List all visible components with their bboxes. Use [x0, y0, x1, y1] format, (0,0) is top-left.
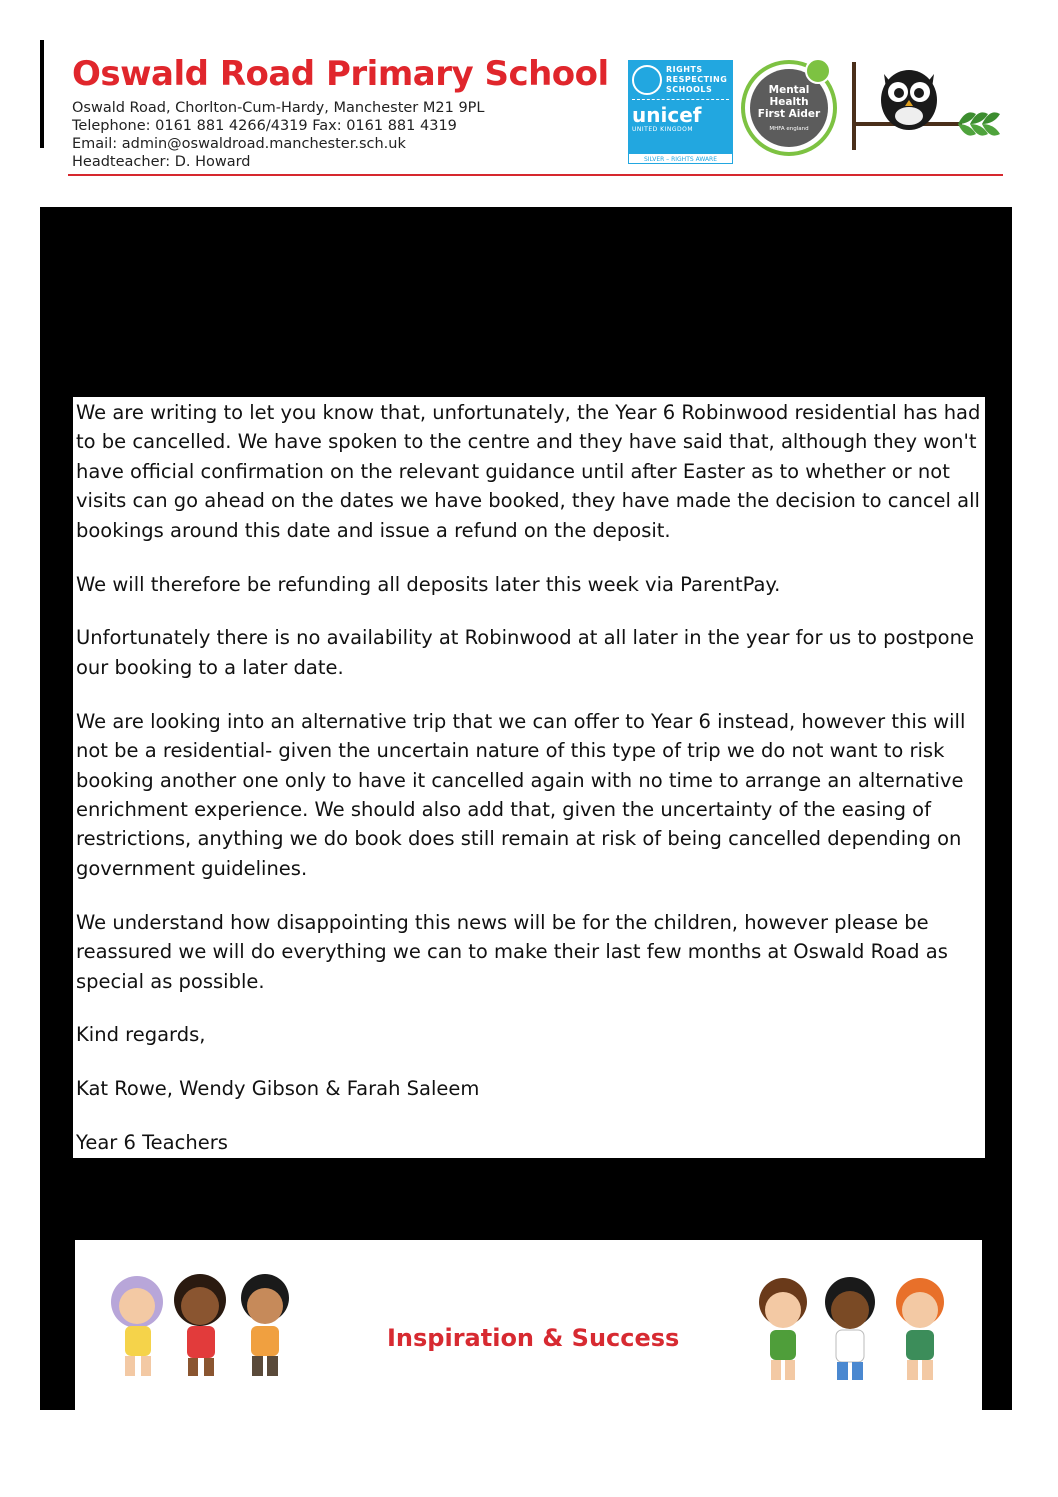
three-children-cartoon-icon — [95, 1264, 310, 1384]
headteacher: Headteacher: D. Howard — [72, 154, 251, 170]
redaction-side-left — [40, 397, 73, 1160]
mental-health-first-aider-logo — [741, 60, 837, 156]
school-name: Oswald Road Primary School — [72, 54, 609, 94]
header-left-rule — [40, 40, 44, 148]
rrs-line-3: SCHOOLS — [666, 85, 713, 94]
unicef-globe-icon — [632, 65, 662, 95]
letter-body — [76, 398, 984, 1182]
mhfa-sub: MHFA england — [769, 126, 809, 132]
letter-signatories: Kat Rowe, Wendy Gibson & Farah Saleem — [76, 1077, 480, 1101]
school-motto: Inspiration & Success — [387, 1324, 680, 1352]
school-address: Oswald Road, Chorlton-Cum-Hardy, Manchester M21 9PL — [72, 100, 485, 116]
letter-paragraph: We are writing to let you know that, unfortunately, the Year 6 Robinwood residential has had to be cancelled. We have spoken to the centre and they have said that, although they won't have official confirmation on the relevant guidance until after Easter as to whether or not visits can go ahead on the dates we have booked, they have made the decision to cancel all bookings around this date and issue a refund on the deposit. — [76, 401, 981, 542]
mhfa-badge-icon — [805, 58, 831, 84]
school-contact-block — [72, 99, 485, 171]
rrs-line-1: RIGHTS — [666, 65, 703, 74]
redaction-footer-right — [982, 1240, 1012, 1410]
redaction-side-right — [985, 397, 1012, 1160]
redaction-band-top — [40, 207, 1012, 397]
mhfa-line-1: Mental Health — [768, 84, 810, 108]
letter-paragraph: We are looking into an alternative trip that we can offer to Year 6 instead, however this will not be a residential- given the uncertain nature of this type of trip we do not want to risk booking another one only to have it cancelled again with no time to arrange an alternative enrichment experience. We should also add that, given the uncertainty of the easing of restrictions, anything we do book does still remain at risk of being cancelled depending on government guidelines. — [76, 709, 966, 880]
unicef-wordmark: unicef — [632, 103, 702, 127]
mhfa-line-2: First Aider — [757, 108, 821, 120]
unicef-country: UNITED KINGDOM — [632, 126, 693, 133]
letter-paragraph: We will therefore be refunding all deposits later this week via ParentPay. — [76, 572, 781, 596]
letter-role: Year 6 Teachers — [76, 1131, 228, 1155]
letter-paragraph: Unfortunately there is no availability at Robinwood at all later in the year for us to postpone our booking to a later date. — [76, 626, 974, 679]
unicef-award: SILVER – RIGHTS AWARE — [628, 153, 733, 164]
header-divider — [68, 174, 1003, 176]
rrs-line-2: RESPECTING — [666, 75, 728, 84]
letter-paragraph: We understand how disappointing this news will be for the children, however please be reassured we will do everything we can to make their last few months at Oswald Road as special as possible. — [76, 910, 948, 993]
unicef-rights-respecting-logo — [628, 60, 733, 164]
school-telephone: Telephone: 0161 881 4266/4319 Fax: 0161 881 4319 — [72, 118, 457, 134]
redaction-footer-left — [40, 1240, 75, 1410]
school-email: Email: admin@oswaldroad.manchester.sch.uk — [72, 136, 406, 152]
letter-signoff: Kind regards, — [76, 1023, 206, 1047]
owl-on-branch-icon — [852, 62, 1007, 154]
three-children-cartoon-icon — [745, 1268, 965, 1388]
footer-banner — [75, 1240, 982, 1410]
